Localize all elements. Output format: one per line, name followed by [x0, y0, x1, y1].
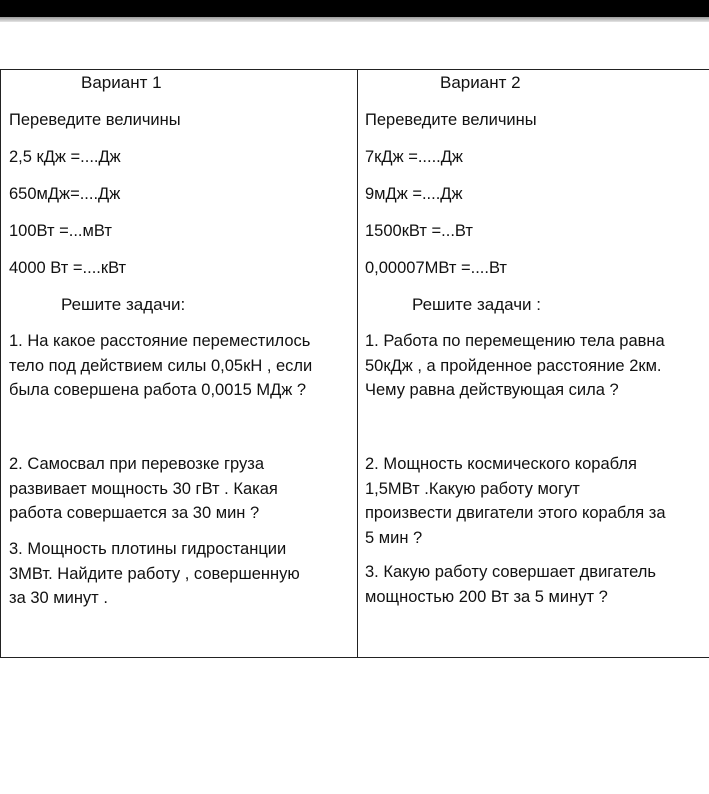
variant-1-conversion: 650мДж=....Дж — [9, 185, 121, 203]
variant-1-conversion: 100Вт =...мВт — [9, 222, 112, 240]
variant-2-convert-heading: Переведите величины — [365, 111, 537, 129]
variant-2-conversion: 7кДж =.....Дж — [365, 148, 463, 166]
variant-1-tasks-heading: Решите задачи: — [61, 295, 186, 314]
worksheet-table — [0, 69, 709, 658]
variant-2-title: Вариант 2 — [440, 73, 521, 92]
variant-2-conversion: 9мДж =....Дж — [365, 185, 463, 203]
variant-1-conversion: 4000 Вт =....кВт — [9, 259, 127, 277]
variant-1-title: Вариант 1 — [81, 73, 162, 92]
variant-1-convert-heading: Переведите величины — [9, 111, 181, 129]
variant-2-tasks-heading: Решите задачи : — [412, 295, 542, 314]
variant-2-column — [365, 70, 705, 657]
top-bar — [0, 0, 709, 17]
variant-1-conversion: 2,5 кДж =....Дж — [9, 148, 121, 166]
variant-2-conversion: 0,00007МВт =....Вт — [365, 259, 507, 277]
column-divider — [357, 70, 358, 657]
variant-2-task: 1. Работа по перемещению тела равна 50кДж , а пройденное расстояние 2км. Чему равна действующая сила ? — [365, 332, 665, 399]
variant-1-task: 1. На какое расстояние переместилось тело под действием силы 0,05кН , если была совершена работа 0,0015 МДж ? — [9, 332, 313, 399]
variant-2-task: 2. Мощность космического корабля 1,5МВт .Какую работу могут произвести двигатели этого корабля за 5 мин ? — [365, 455, 666, 547]
variant-2-task: 3. Какую работу совершает двигатель мощностью 200 Вт за 5 минут ? — [365, 563, 656, 606]
variant-1-task: 2. Самосвал при перевозке груза развивает мощность 30 гВт . Какая работа совершается за 30 мин ? — [9, 455, 278, 522]
variant-1-column — [9, 70, 349, 657]
top-bar-shadow — [0, 17, 709, 22]
variant-1-task: 3. Мощность плотины гидростанции 3МВт. Найдите работу , совершенную за 30 минут . — [9, 540, 300, 607]
variant-2-conversion: 1500кВт =...Вт — [365, 222, 473, 240]
